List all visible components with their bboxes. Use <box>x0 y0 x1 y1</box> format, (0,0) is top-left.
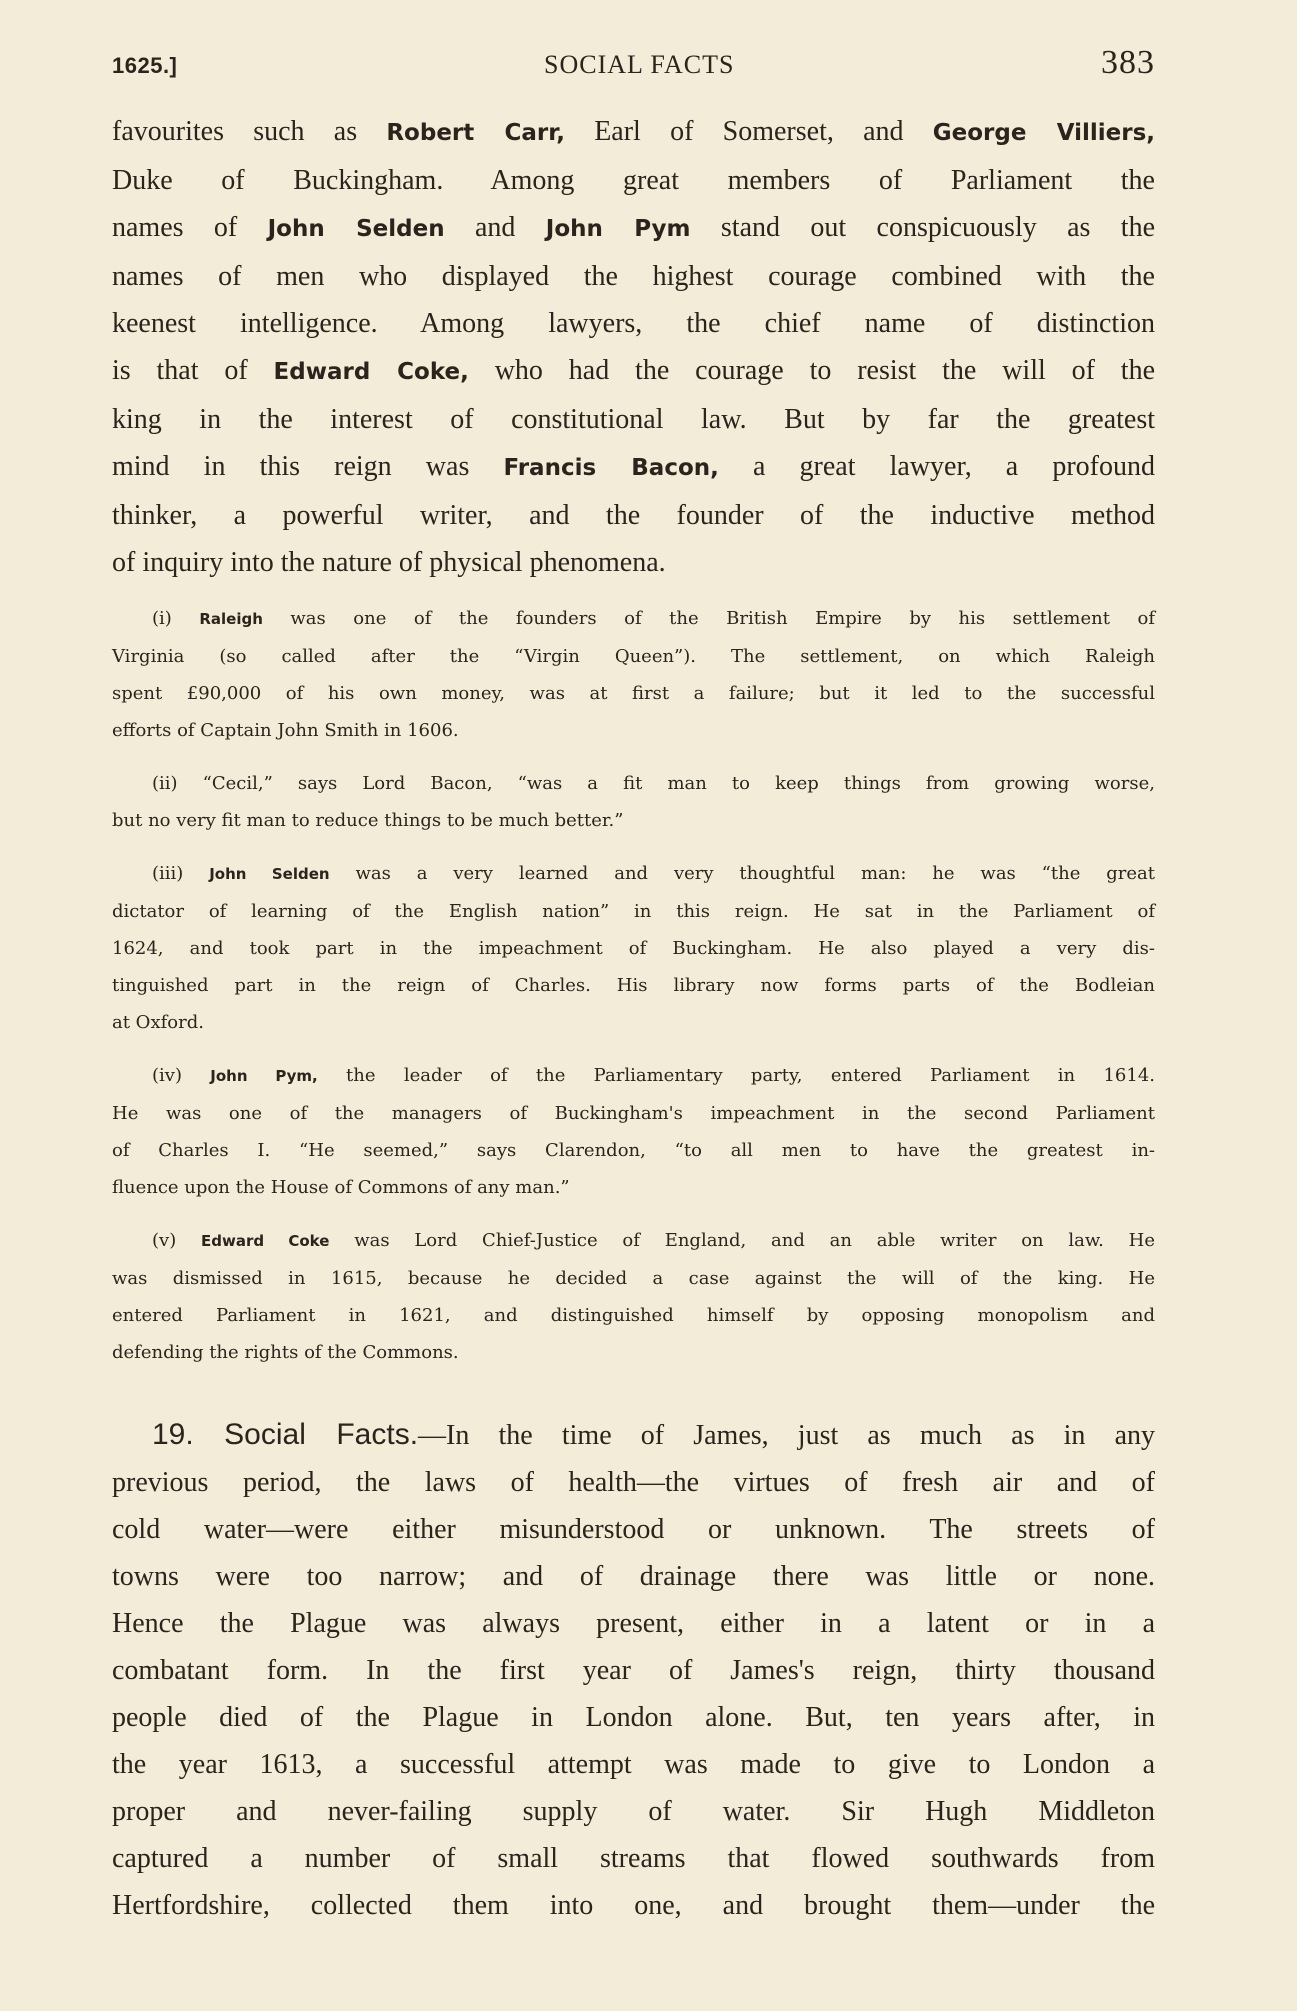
note-cecil: (ii) “Cecil,” says Lord Bacon, “was a fit man to keep things from growing worse, but no very fit man to reduce things to be much better.” <box>112 773 1155 831</box>
text-line: king in the interest of constitutional law. But by far the greatest <box>112 404 1155 435</box>
header-year: 1625.] <box>112 53 178 78</box>
name-john-selden-note: John Selden <box>209 865 330 883</box>
name-edward-coke-note: Edward Coke <box>200 1232 330 1250</box>
intro-paragraph <box>112 108 1155 586</box>
text-line: of inquiry into the nature of physical phenomena. <box>112 547 666 578</box>
text-line: is that of Edward Coke, who had the courage to resist the will of the <box>112 355 1155 386</box>
text-line: keenest intelligence. Among lawyers, the chief name of distinction <box>112 308 1155 339</box>
text-line: names of men who displayed the highest courage combined with the <box>112 261 1155 292</box>
name-robert-carr: Robert Carr, <box>386 120 565 146</box>
section-social-facts <box>112 1411 1155 1929</box>
footnotes <box>112 600 1155 1371</box>
note-raleigh: (i) Raleigh was one of the founders of the British Empire by his settlement of Virginia (so called after the “Virgin Queen”). The settlement, on which Raleigh spent £90,000 of his own money, was at first a failure; but it led to the successful efforts of Captain John Smith in 1606. <box>112 608 1155 741</box>
page-number: 383 <box>1101 44 1155 81</box>
section-paragraph: 19. Social Facts.—In the time of James, just as much as in any previous period, the laws of health—the virtues of fresh air and of cold water—were either misunderstood or unknown. The streets of towns were too narrow; and of drainage there was little or none. Hence the Plague was always present, either in a latent or in a combatant form. In the first year of James's reign, thirty thousand people died of the Plague in London alone. But, ten years after, in the year 1613, a successful attempt was made to give to London a proper and never-failing supply of water. Sir Hugh Middleton captured a number of small streams that flowed southwards from Hertfordshire, collected them into one, and brought them—under the <box>112 1418 1155 1921</box>
text-line: mind in this reign was Francis Bacon, a great lawyer, a profound <box>112 451 1156 482</box>
text-line: Duke of Buckingham. Among great members of Parliament the <box>112 165 1155 196</box>
name-george-villiers: George Villiers, <box>932 120 1155 146</box>
running-header <box>112 44 1155 84</box>
note-selden: (iii) John Selden was a very learned and very thoughtful man: he was “the great dictator of learning of the English nation” in this reign. He sat in the Parliament of 1624, and took part in the impeachment of Buckingham. He also played a very dis- tinguished part in the reign of Charles. His library now forms parts of the Bodleian at Oxford. <box>112 863 1155 1033</box>
section-heading: 19. Social Facts. <box>152 1418 419 1451</box>
text-line: thinker, a powerful writer, and the founder of the inductive method <box>112 500 1155 531</box>
name-john-pym-note: John Pym, <box>210 1067 318 1085</box>
header-title: SOCIAL FACTS <box>543 50 735 79</box>
text-line: names of John Selden and John Pym stand out conspicuously as the <box>112 212 1156 243</box>
note-coke: (v) Edward Coke was Lord Chief-Justice of England, and an able writer on law. He was dismissed in 1615, because he decided a case against the will of the king. He entered Parliament in 1621, and distinguished himself by opposing monopolism and defending the rights of the Commons. <box>112 1230 1155 1363</box>
text-line: favourites such as Robert Carr, Earl of Somerset, and George Villiers, <box>112 116 1155 147</box>
name-raleigh: Raleigh <box>199 610 263 628</box>
name-john-pym: John Pym <box>545 216 691 242</box>
note-pym: (iv) John Pym, the leader of the Parliamentary party, entered Parliament in 1614. He was one of the managers of Buckingham's impeachment in the second Parliament of Charles I. “He seemed,” says Clarendon, “to all men to have the greatest in- fluence upon the House of Commons of any man.” <box>112 1065 1155 1198</box>
name-edward-coke: Edward Coke, <box>273 359 469 385</box>
name-john-selden: John Selden <box>267 216 445 242</box>
page-body <box>112 108 1155 1929</box>
name-francis-bacon: Francis Bacon, <box>503 455 719 481</box>
